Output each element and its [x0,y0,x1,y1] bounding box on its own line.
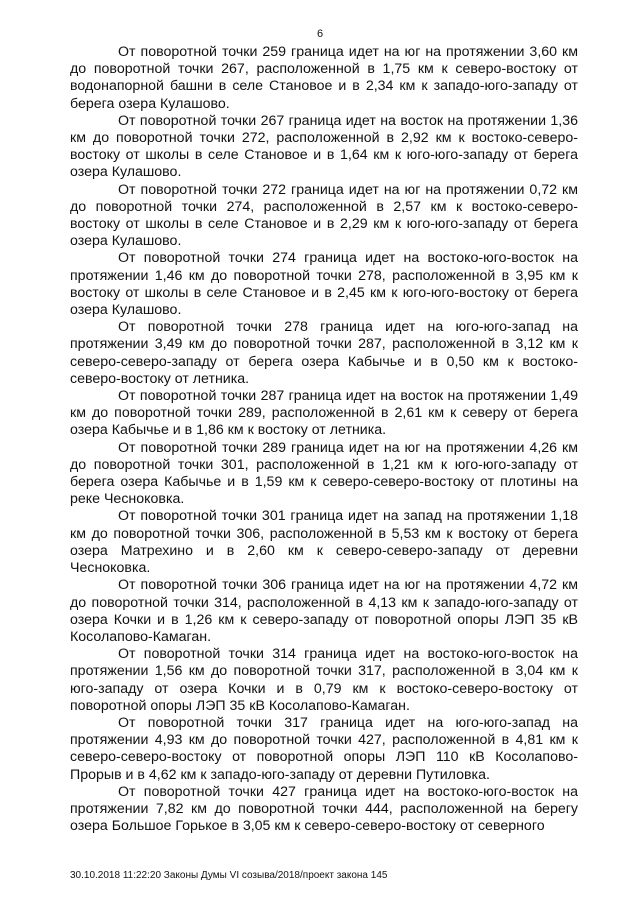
page-number: 6 [316,28,324,40]
paragraph: От поворотной точки 287 граница идет на восток на протяжении 1,49 км до поворотной точки 289, расположенной в 2,61 км к северу от берега озера Кабычье и в 1,86 км к востоку от летника. [70,388,578,439]
paragraph: От поворотной точки 278 граница идет на юго-юго-запад на протяжении 3,49 км до поворотной точки 287, расположенной в 3,12 км к северо-северо-западу от берега озера Кабычье и в 0,50 км к востоко-северо-востоку от летника. [70,319,578,387]
document-body [70,44,578,835]
paragraph: От поворотной точки 427 граница идет на востоко-юго-восток на протяжении 7,82 км до поворотной точки 444, расположенной на берегу озера Большое Горькое в 3,05 км к северо-северо-востоку от северного [70,783,578,835]
document-footer: 30.10.2018 11:22:20 Законы Думы VI созыва/2018/проект закона 145 [70,870,388,881]
paragraph: От поворотной точки 289 граница идет на юг на протяжении 4,26 км до поворотной точки 301, расположенной в 1,21 км к юго-юго-западу от берега озера Кабычье и в 1,59 км к северо-северо-востоку от плотины на реке Чесноковка. [70,439,578,508]
paragraph: От поворотной точки 259 граница идет на юг на протяжении 3,60 км до поворотной точки 267, расположенной в 1,75 км к северо-востоку от водонапорной башни в селе Становое и в 2,34 км к западо-юго-западу от берега озера Кулашово. [70,44,578,112]
paragraph: От поворотной точки 317 граница идет на юго-юго-запад на протяжении 4,93 км до поворотной точки 427, расположенной в 4,81 км к северо-северо-востоку от поворотной опоры ЛЭП 110 кВ Косолапово-Прорыв и в 4,62 км к западо-юго-западу от деревни Путиловка. [70,714,578,783]
paragraph: От поворотной точки 306 граница идет на юг на протяжении 4,72 км до поворотной точки 314, расположенной в 4,13 км к западо-юго-западу от озера Кочки и в 1,26 км к северо-западу от поворотной опоры ЛЭП 35 кВ Косолапово-Камаган. [70,577,578,645]
paragraph: От поворотной точки 272 граница идет на юг на протяжении 0,72 км до поворотной точки 274, расположенной в 2,57 км к востоко-северо-востоку от школы в селе Становое и в 2,29 км к юго-юго-западу от берега озера Кулашово. [70,181,578,250]
paragraph: От поворотной точки 314 граница идет на востоко-юго-восток на протяжении 1,56 км до поворотной точки 317, расположенной в 3,04 км к юго-западу от озера Кочки и в 0,79 км к востоко-северо-востоку от поворотной опоры ЛЭП 35 кВ Косолапово-Камаган. [70,646,578,714]
paragraph: От поворотной точки 274 граница идет на востоко-юго-восток на протяжении 1,46 км до поворотной точки 278, расположенной в 3,95 км к востоку от школы в селе Становое и в 2,45 км к юго-юго-востоку от берега озера Кулашово. [70,250,578,319]
paragraph: От поворотной точки 301 граница идет на запад на протяжении 1,18 км до поворотной точки 306, расположенной в 5,53 км к востоку от берега озера Матрехино и в 2,60 км к северо-северо-западу от деревни Чесноковка. [70,508,578,577]
paragraph: От поворотной точки 267 граница идет на восток на протяжении 1,36 км до поворотной точки 272, расположенной в 2,92 км к востоко-северо-востоку от школы в селе Становое и в 1,64 км к юго-юго-западу от берега озера Кулашово. [70,112,578,181]
